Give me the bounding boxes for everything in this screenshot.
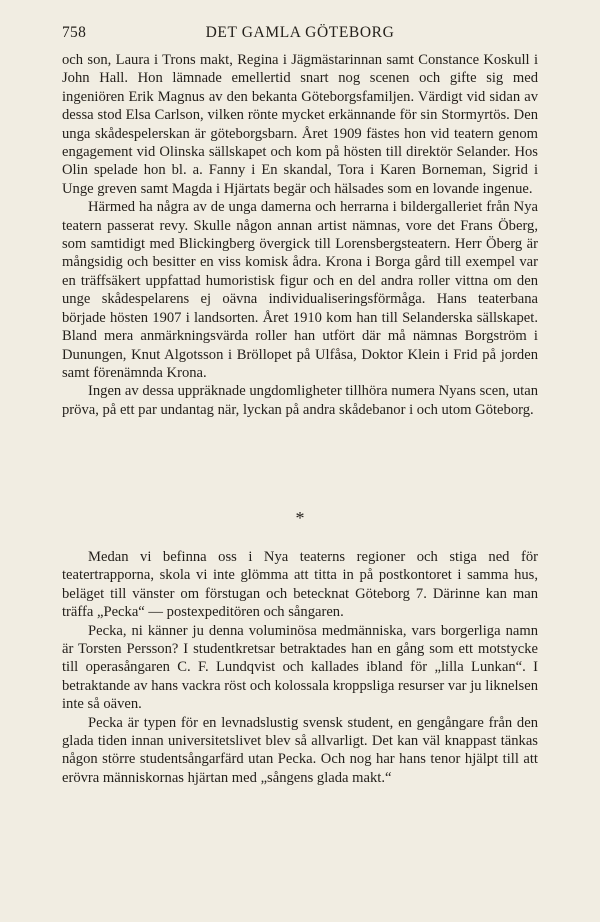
paragraph: Ingen av dessa uppräknade ungdomligheter tillhöra numera Nyans scen, utan pröva, på ett par undantag när, lyckan på andra skådebanor i och utom Göteborg. bbox=[62, 383, 538, 418]
lower-text-section bbox=[62, 548, 538, 787]
page-number: 758 bbox=[62, 24, 87, 41]
section-separator-asterisk: * bbox=[295, 508, 305, 528]
paragraph: Pecka, ni känner ju denna voluminösa medmänniska, vars borgerliga namn är Torsten Persson? I studentkretsar betraktades han en gång som ett motstycke till operasångaren C. F. Lundqvist och kallades ibland för „lilla Lunkan“. I betraktande av hans vackra röst och kolossala kroppsliga resurser var ju liknelsen inte så oäven. bbox=[62, 622, 538, 713]
running-title: DET GAMLA GÖTEBORG bbox=[205, 24, 395, 41]
paragraph: Härmed ha några av de unga damerna och herrarna i bildergalleriet från Nya teatern passerat revy. Skulle någon annan artist nämnas, vore det Frans Öberg, som samtidigt med Blickingberg övergick till Lorensbergsteatern. Herr Öberg är mångsidig och besitter en viss komisk ådra. Krona i Borga gård till exempel var en träffsäkert uppfattad humoristisk figur och en del andra roller vittna om den unge skådespelarens ej oävna individualiseringsförmåga. Hans teaterbana började hösten 1907 i landsorten. Året 1910 kom han till Selanderska sällskapet. Bland mera anmärkningsvärda roller han utfört där må nämnas Borgström i Dunungen, Knut Algotsson i Bröllopet på Ulfåsa, Doktor Klein i Frid på jorden samt förenämnda Krona. bbox=[62, 199, 538, 381]
paragraph: Medan vi befinna oss i Nya teaterns regioner och stiga ned för teatertrapporna, skola vi inte glömma att titta in på postkontoret i samma hus, beläget till vänster om förstugan och betecknat Göteborg 7. Därinne kan man träffa „Pecka“ — postexpeditören och sångaren. bbox=[62, 549, 538, 621]
page-header bbox=[62, 24, 538, 46]
paragraph-continued: och son, Laura i Trons makt, Regina i Jägmästarinnan samt Constance Koskull i John Hall. Hon lämnade emellertid snart nog scenen och gifte sig med ingeniören Erik Magnus av den bekanta Göteborgsfamiljen. Värdigt vid sidan av dessa stod Elsa Carlson, vilken rönte mycket erkännande för sin Stormyrtös. Den unga skådespelerskan är göteborgsbarn. Året 1909 fästes hon vid teatern genom engagement vid Olinska sällskapet och kom på hösten till direktör Selander. Hos Olin spelade hon bl. a. Fanny i En skandal, Tora i Karen Borneman, Sigrid i Unge greven samt Magda i Hjärtats begär och hälsades som en lovande ingenue. bbox=[62, 52, 538, 197]
upper-text-section bbox=[62, 51, 538, 419]
paragraph: Pecka är typen för en levnadslustig svensk student, en gengångare från den glada tiden innan universitetslivet blev så allvarligt. Det kan väl knappast tänkas någon större studentsångarfärd utan Pecka. Och nog har hans tenor hjälpt till att erövra människornas hjärtan med „sångens glada makt.“ bbox=[62, 714, 538, 786]
